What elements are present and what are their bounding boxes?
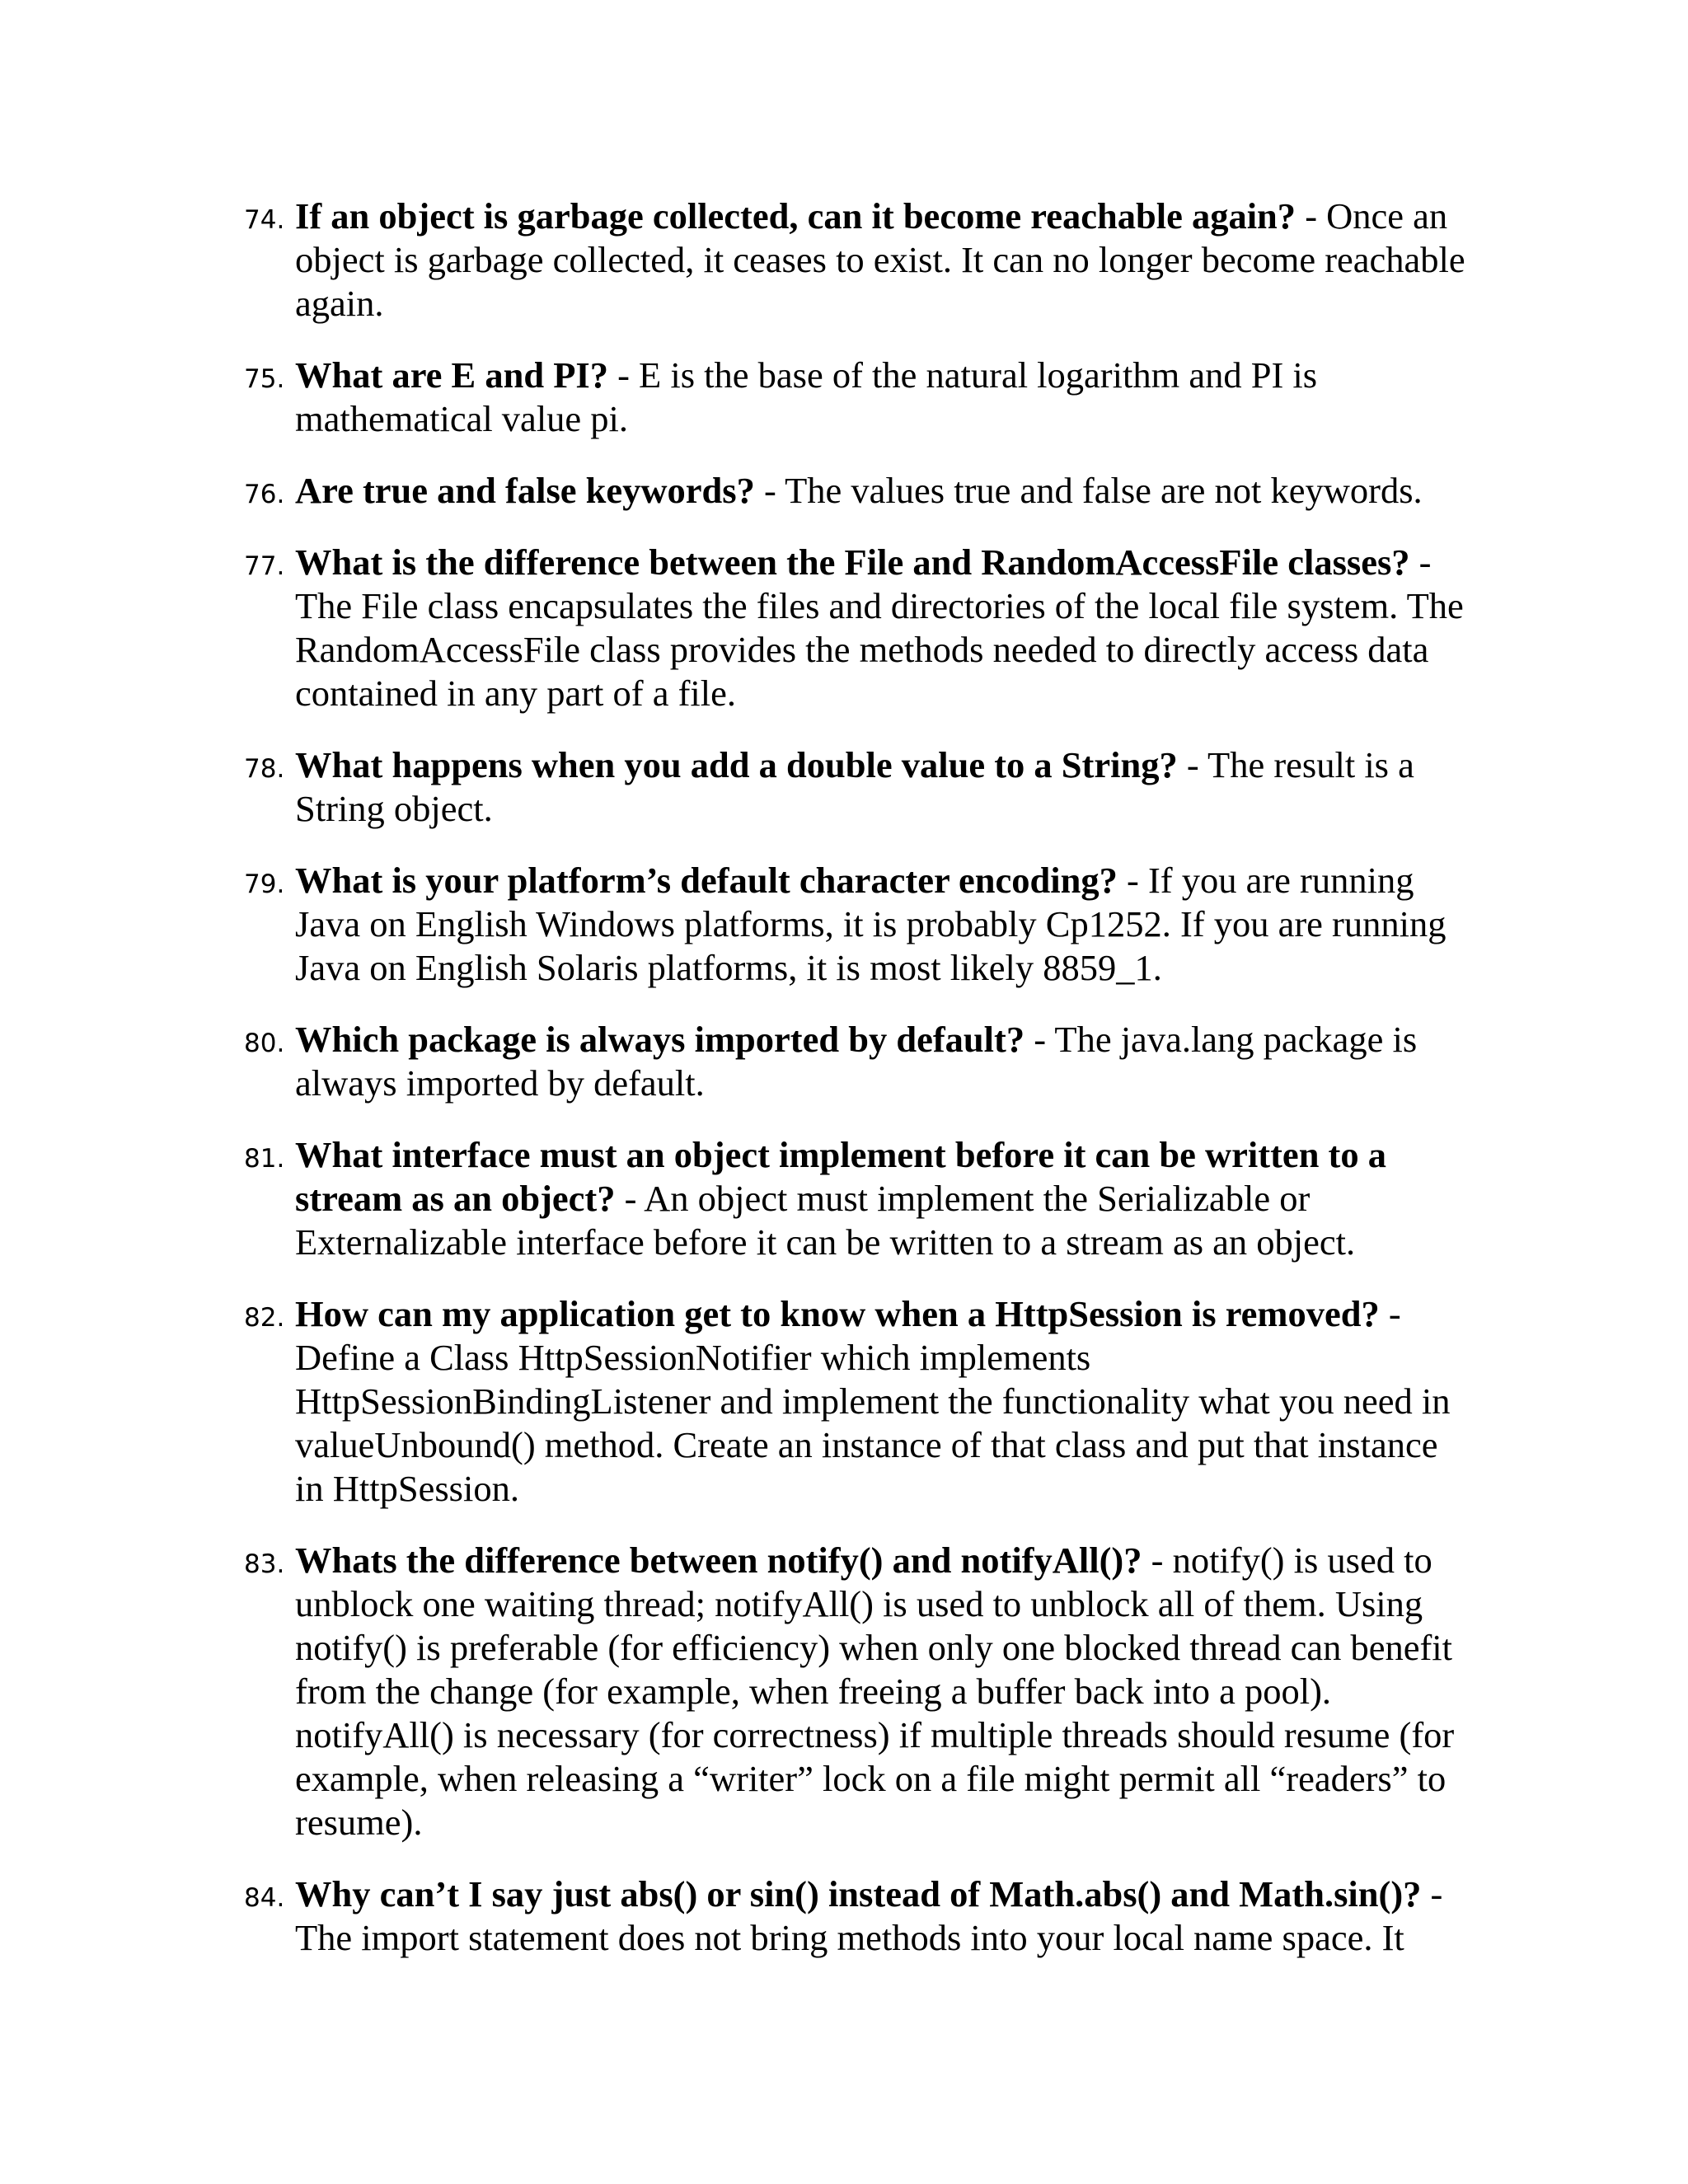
answer-text: - Once an object is garbage collected, it ceases to exist. It can no longer become reachable again. bbox=[295, 195, 1465, 324]
qa-item-77 bbox=[206, 541, 1475, 715]
answer-text: - The File class encapsulates the files and directories of the local file system. The RandomAccessFile class provides the methods needed to directly access data contained in any part of a file. bbox=[295, 541, 1464, 714]
answer-text: - notify() is used to unblock one waiting thread; notifyAll() is used to unblock all of them. Using notify() is preferable (for efficiency) when only one blocked thread can benefit from the change (for example, when freeing a buffer back into a pool). notifyAll() is necessary (for correctness) if multiple threads should resume (for example, when releasing a “writer” lock on a file might permit all “readers” to resume). bbox=[295, 1540, 1455, 1843]
qa-item-76 bbox=[206, 469, 1475, 513]
qa-item-80 bbox=[206, 1018, 1475, 1105]
qa-item-84 bbox=[206, 1872, 1475, 1960]
question-text: What interface must an object implement before it can be written to a stream as an object? bbox=[295, 1134, 1387, 1219]
answer-text: - The result is a String object. bbox=[295, 744, 1414, 829]
item-number: 78. bbox=[244, 754, 285, 784]
qa-item-83 bbox=[206, 1539, 1475, 1844]
answer-text: - The java.lang package is always imported by default. bbox=[295, 1019, 1418, 1104]
qa-item-78 bbox=[206, 743, 1475, 831]
answer-text: - An object must implement the Serializable or Externalizable interface before it can be written to a stream as an object. bbox=[295, 1178, 1356, 1263]
question-text: If an object is garbage collected, can it become reachable again? bbox=[295, 195, 1296, 237]
qa-item-79 bbox=[206, 859, 1475, 990]
answer-text: - The values true and false are not keywords. bbox=[754, 470, 1423, 511]
item-number: 80. bbox=[244, 1029, 285, 1058]
item-number: 83. bbox=[244, 1549, 285, 1579]
item-number: 77. bbox=[244, 551, 285, 581]
item-number: 76. bbox=[244, 480, 285, 509]
item-number: 74. bbox=[244, 205, 285, 235]
item-number: 79. bbox=[244, 869, 285, 899]
question-text: Whats the difference between notify() and notifyAll()? bbox=[295, 1540, 1142, 1581]
question-text: What are E and PI? bbox=[295, 354, 608, 396]
question-text: What is your platform’s default character encoding? bbox=[295, 860, 1118, 901]
question-text: What happens when you add a double value to a String? bbox=[295, 744, 1178, 785]
qa-item-81 bbox=[206, 1133, 1475, 1264]
item-number: 84. bbox=[244, 1883, 285, 1913]
item-number: 81. bbox=[244, 1144, 285, 1174]
answer-text: - E is the base of the natural logarithm and PI is mathematical value pi. bbox=[295, 354, 1318, 439]
question-text: Why can’t I say just abs() or sin() instead of Math.abs() and Math.sin()? bbox=[295, 1873, 1422, 1915]
question-text: Which package is always imported by default? bbox=[295, 1019, 1025, 1060]
answer-text: - Define a Class HttpSessionNotifier which implements HttpSessionBindingListener and implement the functionality what you need in valueUnbound() method. Create an instance of that class and put that instance in HttpSession. bbox=[295, 1293, 1451, 1509]
answer-text: - If you are running Java on English Windows platforms, it is probably Cp1252. If you are running Java on English Solaris platforms, it is most likely 8859_1. bbox=[295, 860, 1447, 988]
question-text: How can my application get to know when a HttpSession is removed? bbox=[295, 1293, 1380, 1334]
qa-item-82 bbox=[206, 1292, 1475, 1511]
item-number: 75. bbox=[244, 364, 285, 394]
answer-text: - The import statement does not bring methods into your local name space. It bbox=[295, 1873, 1443, 1958]
qa-item-74 bbox=[206, 194, 1475, 326]
question-text: What is the difference between the File and RandomAccessFile classes? bbox=[295, 541, 1410, 583]
qa-item-75 bbox=[206, 354, 1475, 441]
item-number: 82. bbox=[244, 1303, 285, 1333]
question-text: Are true and false keywords? bbox=[295, 470, 755, 511]
qa-list bbox=[206, 194, 1475, 1988]
